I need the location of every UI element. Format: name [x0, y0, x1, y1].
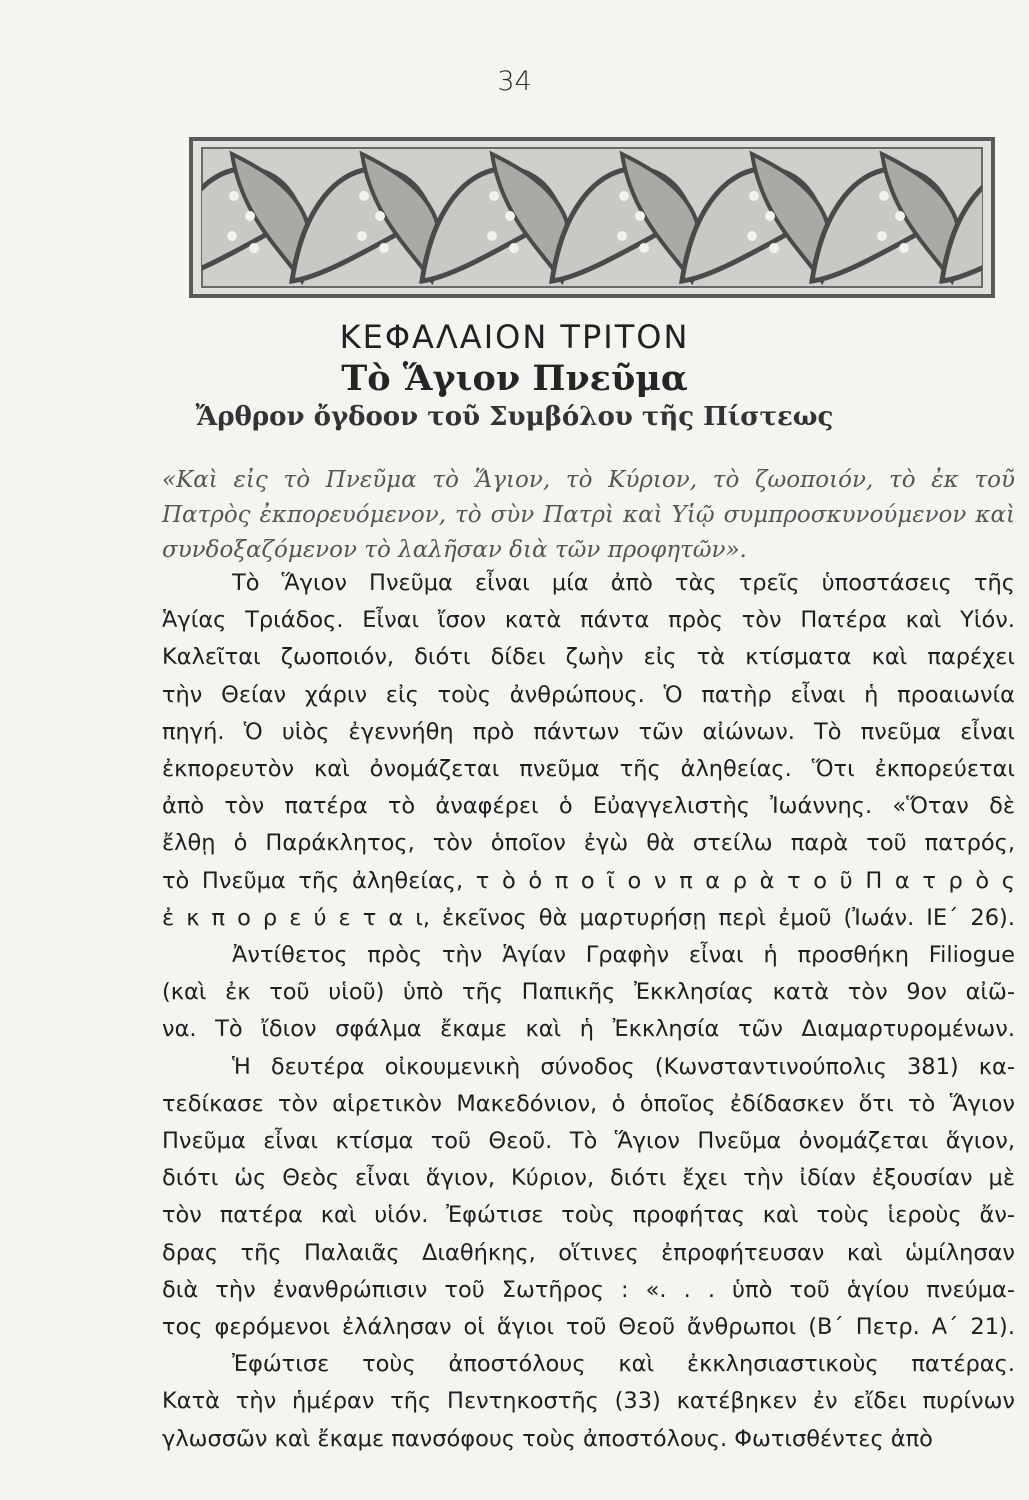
ornament-dot — [619, 191, 629, 201]
creed-quote-line: Πατρὸς ἐκπορευόμενον, τὸ σὺν Πατρὶ καὶ Υἱῷ συμπροσκυνούμενον καὶ — [162, 502, 1015, 528]
ornament-dot — [505, 211, 515, 221]
paragraph-3 — [162, 1049, 1015, 1347]
text-line: Πνεῦμα εἶναι κτίσμα τοῦ Θεοῦ. Τὸ Ἅγιον Πνεῦμα ὀνομάζεται ἅγιον, — [162, 1128, 1015, 1155]
paragraph-4 — [162, 1346, 1015, 1458]
text-line: Καλεῖται ζωοποιόν, διότι δίδει ζωὴν εἰς τὰ κτίσματα καὶ παρέχει — [162, 644, 1015, 671]
ornament-dot — [487, 231, 497, 241]
text-line: Κατὰ τὴν ἡμέραν τῆς Πεντηκοστῆς (33) κατέβηκεν ἐν εἴδει πυρίνων — [162, 1388, 1015, 1415]
text-line: τὴν Θείαν χάριν εἰς τοὺς ἀνθρώπους. Ὁ πατὴρ εἶναι ἡ προαιωνία — [162, 681, 1015, 708]
ornament-dot — [895, 211, 905, 221]
ornament-dot — [765, 211, 775, 221]
text-line: Τὸ Ἅγιον Πνεῦμα εἶναι μία ἀπὸ τὰς τρεῖς ὑποστάσεις τῆς — [232, 570, 1015, 596]
ornament-dot — [245, 211, 255, 221]
text-line: ἔλθῃ ὁ Παράκλητος, τὸν ὁποῖον ἐγὼ θὰ στείλω παρὰ τοῦ πατρός, — [162, 830, 1015, 857]
ornament-dot — [375, 211, 385, 221]
text-line: Ἀντίθετος πρὸς τὴν Ἁγίαν Γραφὴν εἶναι ἡ προσθήκη Filiogue — [232, 942, 1015, 969]
ornament-dot — [617, 231, 627, 241]
ornament-dot — [229, 191, 239, 201]
text-line: ἐκπορευτὸν καὶ ὀνομάζεται πνεῦμα τῆς ἀληθείας. Ὅτι ἐκπορεύεται — [162, 756, 1015, 783]
text-line: Ἁγίας Τριάδος. Εἶναι ἴσον κατὰ πάντα πρὸς τὸν Πατέρα καὶ Υἱόν. — [162, 607, 1015, 634]
text-line: πηγή. Ὁ υἱὸς ἐγεννήθη πρὸ πάντων τῶν αἰώνων. Τὸ πνεῦμα εἶναι — [162, 718, 1015, 745]
text-line: τος φερόμενοι ἐλάλησαν οἱ ἅγιοι τοῦ Θεοῦ ἄνθρωποι (Β΄ Πετρ. Α΄ 21). — [162, 1314, 1015, 1341]
text-line: διότι ὡς Θεὸς εἶναι ἅγιον, Κύριον, διότι ἔχει τὴν ἰδίαν ἐξουσίαν μὲ — [162, 1165, 1015, 1192]
ornament-dot — [877, 231, 887, 241]
creed-quote-line: «Καὶ εἰς τὸ Πνεῦμα τὸ Ἅγιον, τὸ Κύριον, τὸ ζωοποιόν, τὸ ἐκ τοῦ — [162, 467, 1015, 493]
ornament-dot — [359, 191, 369, 201]
ornament-dot — [489, 191, 499, 201]
paragraph-2 — [162, 937, 1015, 1049]
text-line: Ἡ δευτέρα οἰκουμενικὴ σύνοδος (Κωνσταντινούπολις 381) κα- — [232, 1053, 1015, 1080]
text-line: γλωσσῶν καὶ ἔκαμε πανσόφους τοὺς ἀποστόλους. Φωτισθέντες ἀπὸ — [162, 1425, 933, 1452]
decorative-wave-band-ornament — [188, 136, 996, 299]
ornament-dot — [749, 191, 759, 201]
text-line: τὸν πατέρα καὶ υἱόν. Ἐφώτισε τοὺς προφήτας καὶ τοὺς ἱεροὺς ἄν- — [162, 1202, 1015, 1229]
text-line: να. Τὸ ἴδιον σφάλμα ἔκαμε καὶ ἡ Ἐκκλησία τῶν Διαμαρτυρομένων. — [162, 1016, 1015, 1043]
body-text — [162, 565, 1015, 1458]
ornament-dot — [509, 243, 519, 253]
ornament-dot — [635, 211, 645, 221]
chapter-title: Τὸ Ἅγιον Πνεῦμα — [341, 358, 688, 399]
ornament-dot — [899, 243, 909, 253]
text-line: Ἐφώτισε τοὺς ἀποστόλους καὶ ἐκκλησιαστικοὺς πατέρας. — [232, 1351, 1015, 1378]
ornament-dot — [379, 243, 389, 253]
text-line: ἀπὸ τὸν πατέρα τὸ ἀναφέρει ὁ Εὐαγγελιστὴς Ἰωάννης. «Ὅταν δὲ — [162, 793, 1015, 820]
ornament-dot — [769, 243, 779, 253]
ornament-dot — [879, 191, 889, 201]
creed-quote — [162, 463, 1015, 568]
text-line: δρας τῆς Παλαιᾶς Διαθήκης, οἵτινες ἐπροφήτευσαν καὶ ὡμίλησαν — [162, 1239, 1015, 1266]
text-line: τὸ Πνεῦμα τῆς ἀληθείας, τ ὸ ὁ π ο ῖ ο ν π α ρ ὰ τ ο ῦ Π α τ ρ ὸ ς — [162, 867, 1015, 894]
text-line: (καὶ ἐκ τοῦ υἱοῦ) ὑπὸ τῆς Παπικῆς Ἐκκλησίας κατὰ τὸν 9ον αἰῶ- — [162, 979, 1015, 1006]
paragraph-1 — [162, 565, 1015, 937]
ornament-dot — [357, 231, 367, 241]
ornament-dot — [639, 243, 649, 253]
ornament-dot — [249, 243, 259, 253]
chapter-subtitle: Ἄρθρον ὄγδοον τοῦ Συμβόλου τῆς Πίστεως — [195, 402, 834, 432]
text-line: τεδίκασε τὸν αἱρετικὸν Μακεδόνιον, ὁ ὁποῖος ἐδίδασκεν ὅτι τὸ Ἅγιον — [162, 1090, 1015, 1117]
page-number: 34 — [497, 66, 532, 97]
text-line: ἐ κ π ο ρ ε ύ ε τ α ι, ἐκεῖνος θὰ μαρτυρήσῃ περὶ ἐμοῦ (Ἰωάν. ΙΕ΄ 26). — [162, 904, 1015, 931]
creed-quote-line: συνδοξαζόμενον τὸ λαλῆσαν διὰ τῶν προφητῶν». — [162, 537, 747, 563]
chapter-label: ΚΕΦΑΛΑΙΟΝ ΤΡΙΤΟΝ — [339, 318, 690, 356]
ornament-dot — [227, 231, 237, 241]
text-line: διὰ τὴν ἐνανθρώπισιν τοῦ Σωτῆρος : «. . . ὑπὸ τοῦ ἁγίου πνεύμα- — [162, 1276, 1015, 1303]
ornament-dot — [747, 231, 757, 241]
